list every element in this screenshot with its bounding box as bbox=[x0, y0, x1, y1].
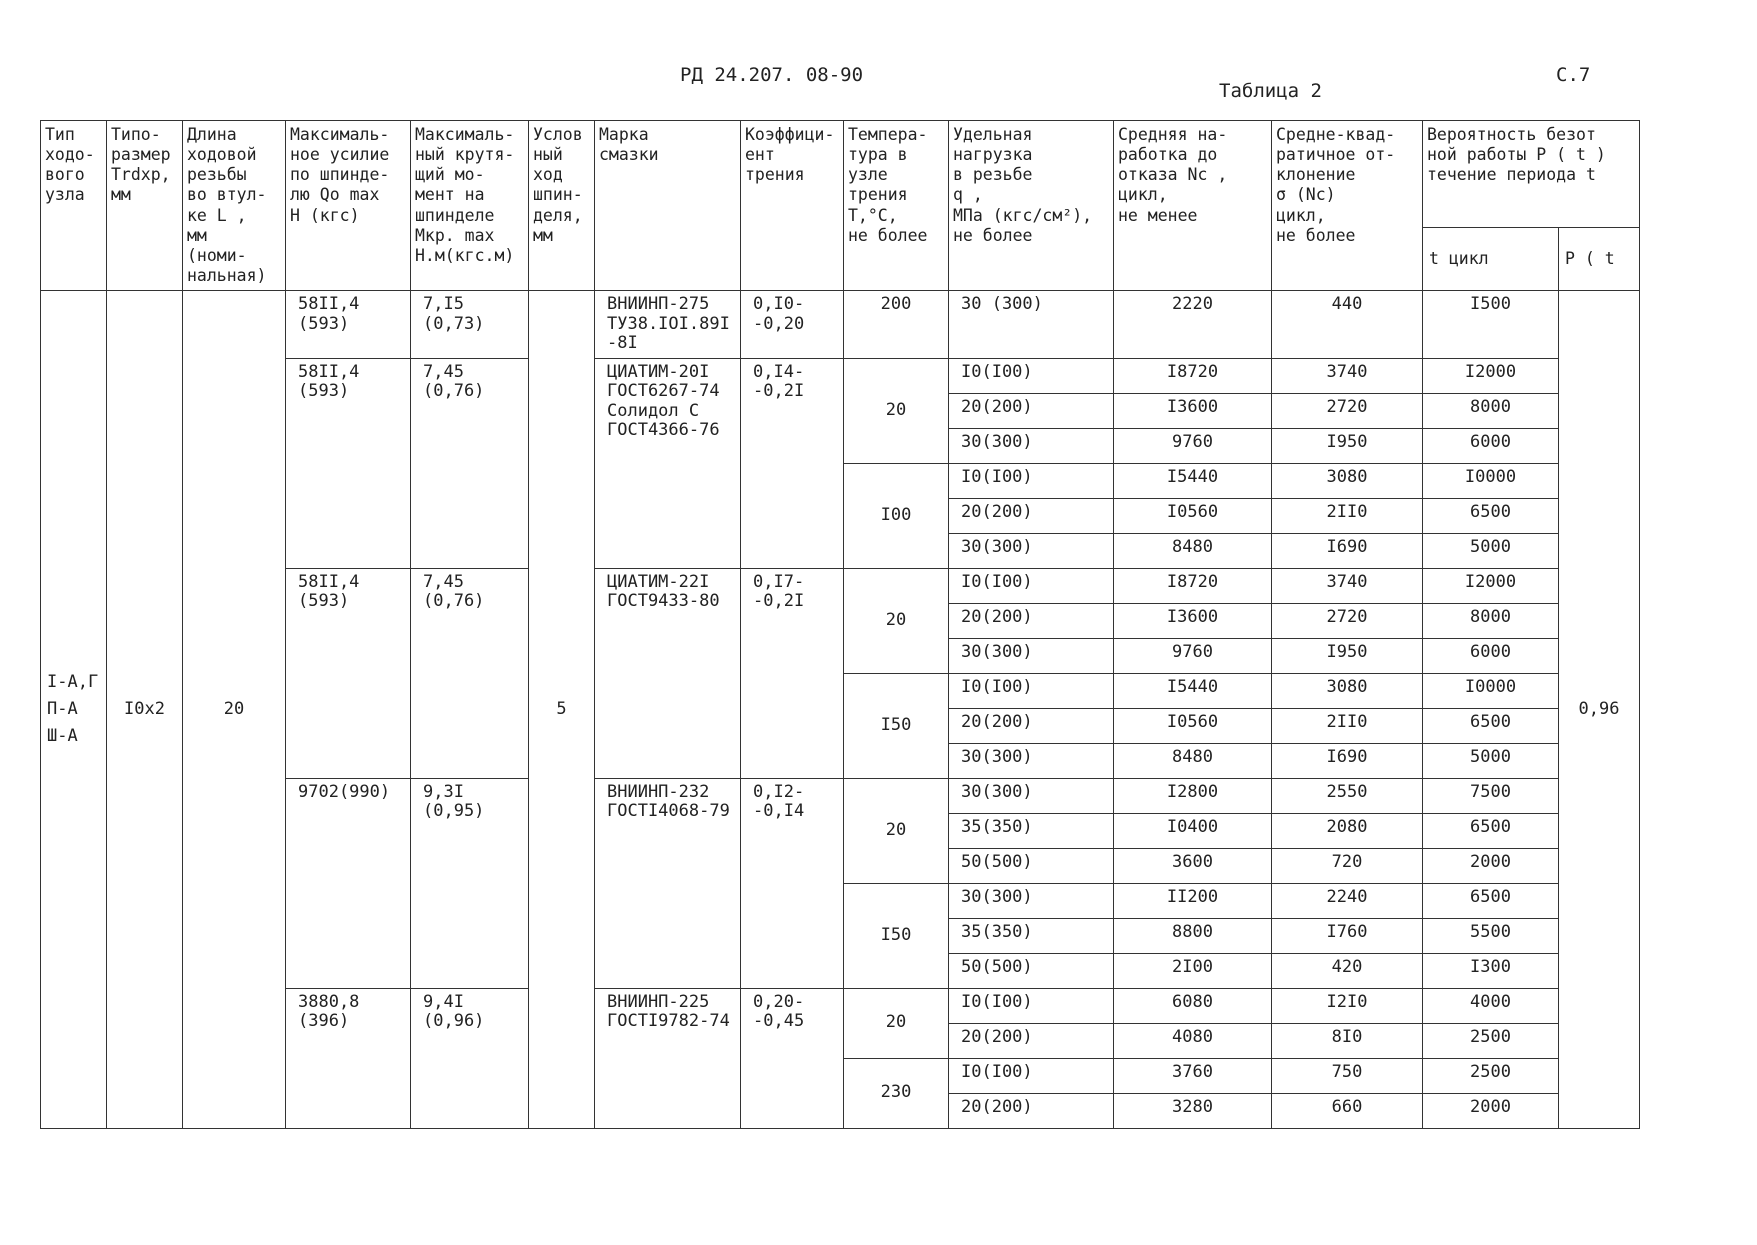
std-deviation-cell: I690 bbox=[1272, 743, 1423, 778]
specific-load-cell: 30(300) bbox=[949, 883, 1114, 918]
col-probability: Вероятность безот ной работы P ( t ) течение периода t bbox=[1423, 121, 1640, 228]
specific-load-cell: 30(300) bbox=[949, 428, 1114, 463]
friction-cell: 0,I0- -0,20 bbox=[741, 291, 844, 359]
temperature-cell: I50 bbox=[844, 883, 949, 988]
t-cycles-cell: 6500 bbox=[1423, 883, 1559, 918]
table-header bbox=[41, 121, 1640, 291]
mean-cycles-cell: 9760 bbox=[1114, 638, 1272, 673]
specific-load-cell: 20(200) bbox=[949, 1093, 1114, 1128]
t-cycles-cell: 6000 bbox=[1423, 428, 1559, 463]
std-deviation-cell: 2720 bbox=[1272, 393, 1423, 428]
stroke-cell: 5 bbox=[529, 291, 595, 1129]
t-cycles-cell: 7500 bbox=[1423, 778, 1559, 813]
std-deviation-cell: 2720 bbox=[1272, 603, 1423, 638]
std-deviation-cell: 3740 bbox=[1272, 568, 1423, 603]
mean-cycles-cell: II200 bbox=[1114, 883, 1272, 918]
t-cycles-cell: 6500 bbox=[1423, 708, 1559, 743]
col-unit-type: Тип ходо- вого узла bbox=[41, 121, 107, 291]
std-deviation-cell: 3080 bbox=[1272, 463, 1423, 498]
temperature-cell: 20 bbox=[844, 568, 949, 673]
t-cycles-cell: 2500 bbox=[1423, 1023, 1559, 1058]
t-cycles-cell: 8000 bbox=[1423, 603, 1559, 638]
lubricant-cell: ЦИАТИМ-20I ГОСТ6267-74 Солидол С ГОСТ4366-76 bbox=[595, 358, 741, 568]
t-cycles-cell: 4000 bbox=[1423, 988, 1559, 1023]
specific-load-cell: 30(300) bbox=[949, 533, 1114, 568]
specific-load-cell: I0(I00) bbox=[949, 988, 1114, 1023]
temperature-cell: 20 bbox=[844, 778, 949, 883]
specific-load-cell: 20(200) bbox=[949, 603, 1114, 638]
specific-load-cell: 30 (300) bbox=[949, 291, 1114, 359]
temperature-cell: I00 bbox=[844, 463, 949, 568]
std-deviation-cell: 2080 bbox=[1272, 813, 1423, 848]
friction-cell: 0,I7- -0,2I bbox=[741, 568, 844, 778]
table-body bbox=[41, 291, 1640, 1129]
mean-cycles-cell: I8720 bbox=[1114, 568, 1272, 603]
specific-load-cell: I0(I00) bbox=[949, 358, 1114, 393]
mean-cycles-cell: 8480 bbox=[1114, 533, 1272, 568]
mean-cycles-cell: 6080 bbox=[1114, 988, 1272, 1023]
max-torque-cell: 9,3I (0,95) bbox=[411, 778, 529, 988]
std-deviation-cell: I760 bbox=[1272, 918, 1423, 953]
col-std-deviation: Средне-квад- ратичное от- клонение σ (Nc) цикл, не более bbox=[1272, 121, 1423, 291]
document-code: РД 24.207. 08-90 bbox=[680, 64, 864, 86]
max-force-cell: 9702(990) bbox=[286, 778, 411, 988]
col-size: Типо- размер Trdxp, мм bbox=[107, 121, 183, 291]
mean-cycles-cell: I5440 bbox=[1114, 673, 1272, 708]
temperature-cell: 20 bbox=[844, 988, 949, 1058]
mean-cycles-cell: 3280 bbox=[1114, 1093, 1272, 1128]
temperature-cell: 20 bbox=[844, 358, 949, 463]
std-deviation-cell: I2I0 bbox=[1272, 988, 1423, 1023]
t-cycles-cell: 6000 bbox=[1423, 638, 1559, 673]
std-deviation-cell: 420 bbox=[1272, 953, 1423, 988]
std-deviation-cell: 2II0 bbox=[1272, 708, 1423, 743]
lubricant-cell: ВНИИНП-275 ТУ38.IOI.89I -8I bbox=[595, 291, 741, 359]
max-force-cell: 58II,4 (593) bbox=[286, 568, 411, 778]
t-cycles-cell: 5500 bbox=[1423, 918, 1559, 953]
specific-load-cell: 20(200) bbox=[949, 393, 1114, 428]
mean-cycles-cell: I5440 bbox=[1114, 463, 1272, 498]
spec-table bbox=[40, 120, 1640, 1129]
std-deviation-cell: 660 bbox=[1272, 1093, 1423, 1128]
mean-cycles-cell: I8720 bbox=[1114, 358, 1272, 393]
col-stroke: Услов ный ход шпин- деля, мм bbox=[529, 121, 595, 291]
col-max-torque: Максималь- ный крутя- щий мо- мент на шпинделе Мкр. max Н.м(кгс.м) bbox=[411, 121, 529, 291]
t-cycles-cell: I2000 bbox=[1423, 358, 1559, 393]
max-torque-cell: 7,45 (0,76) bbox=[411, 358, 529, 568]
t-cycles-cell: 6500 bbox=[1423, 813, 1559, 848]
mean-cycles-cell: I2800 bbox=[1114, 778, 1272, 813]
std-deviation-cell: 750 bbox=[1272, 1058, 1423, 1093]
probability-cell: 0,96 bbox=[1559, 291, 1640, 1129]
t-cycles-cell: 6500 bbox=[1423, 498, 1559, 533]
page-number: С.7 bbox=[1556, 64, 1591, 86]
specific-load-cell: 20(200) bbox=[949, 498, 1114, 533]
t-cycles-cell: I0000 bbox=[1423, 673, 1559, 708]
t-cycles-cell: I300 bbox=[1423, 953, 1559, 988]
max-torque-cell: 7,45 (0,76) bbox=[411, 568, 529, 778]
specific-load-cell: 35(350) bbox=[949, 813, 1114, 848]
col-lubricant: Марка смазки bbox=[595, 121, 741, 291]
specific-load-cell: 35(350) bbox=[949, 918, 1114, 953]
t-cycles-cell: 2000 bbox=[1423, 1093, 1559, 1128]
col-temperature: Темпера- тура в узле трения T,°C, не более bbox=[844, 121, 949, 291]
std-deviation-cell: I690 bbox=[1272, 533, 1423, 568]
max-force-cell: 3880,8 (396) bbox=[286, 988, 411, 1128]
col-max-force: Максималь- ное усилие по шпинде- лю Qo max Н (кгс) bbox=[286, 121, 411, 291]
mean-cycles-cell: I3600 bbox=[1114, 603, 1272, 638]
std-deviation-cell: 2240 bbox=[1272, 883, 1423, 918]
specific-load-cell: I0(I00) bbox=[949, 673, 1114, 708]
col-thread-length: Длина ходовой резьбы во втул- ке L , мм (номи- нальная) bbox=[183, 121, 286, 291]
specific-load-cell: 50(500) bbox=[949, 848, 1114, 883]
mean-cycles-cell: I0560 bbox=[1114, 708, 1272, 743]
t-cycles-cell: I0000 bbox=[1423, 463, 1559, 498]
t-cycles-cell: I500 bbox=[1423, 291, 1559, 359]
col-friction: Коэффици- ент трения bbox=[741, 121, 844, 291]
std-deviation-cell: I950 bbox=[1272, 638, 1423, 673]
friction-cell: 0,I4- -0,2I bbox=[741, 358, 844, 568]
t-cycles-cell: 2500 bbox=[1423, 1058, 1559, 1093]
table-title: Таблица 2 bbox=[1219, 80, 1322, 102]
specific-load-cell: 20(200) bbox=[949, 708, 1114, 743]
friction-cell: 0,20- -0,45 bbox=[741, 988, 844, 1128]
t-cycles-cell: 5000 bbox=[1423, 533, 1559, 568]
mean-cycles-cell: 3600 bbox=[1114, 848, 1272, 883]
subcol-p: P ( t bbox=[1559, 227, 1640, 290]
std-deviation-cell: 440 bbox=[1272, 291, 1423, 359]
max-torque-cell: 7,I5 (0,73) bbox=[411, 291, 529, 359]
std-deviation-cell: 2550 bbox=[1272, 778, 1423, 813]
std-deviation-cell: 2II0 bbox=[1272, 498, 1423, 533]
std-deviation-cell: 3080 bbox=[1272, 673, 1423, 708]
col-specific-load: Удельная нагрузка в резьбе q , МПа (кгс/см²), не более bbox=[949, 121, 1114, 291]
mean-cycles-cell: I3600 bbox=[1114, 393, 1272, 428]
col-mean-cycles: Средняя на- работка до отказа Nc , цикл, не менее bbox=[1114, 121, 1272, 291]
mean-cycles-cell: 8800 bbox=[1114, 918, 1272, 953]
std-deviation-cell: 3740 bbox=[1272, 358, 1423, 393]
max-force-cell: 58II,4 (593) bbox=[286, 291, 411, 359]
specific-load-cell: 20(200) bbox=[949, 1023, 1114, 1058]
header-row bbox=[41, 121, 1640, 228]
friction-cell: 0,I2- -0,I4 bbox=[741, 778, 844, 988]
mean-cycles-cell: I0560 bbox=[1114, 498, 1272, 533]
std-deviation-cell: 720 bbox=[1272, 848, 1423, 883]
specific-load-cell: I0(I00) bbox=[949, 463, 1114, 498]
mean-cycles-cell: 2220 bbox=[1114, 291, 1272, 359]
mean-cycles-cell: I0400 bbox=[1114, 813, 1272, 848]
table-row bbox=[41, 291, 1640, 359]
specific-load-cell: 30(300) bbox=[949, 638, 1114, 673]
specific-load-cell: 30(300) bbox=[949, 743, 1114, 778]
mean-cycles-cell: 9760 bbox=[1114, 428, 1272, 463]
lubricant-cell: ВНИИНП-232 ГОСТI4068-79 bbox=[595, 778, 741, 988]
size-cell: I0x2 bbox=[107, 291, 183, 1129]
max-force-cell: 58II,4 (593) bbox=[286, 358, 411, 568]
specific-load-cell: I0(I00) bbox=[949, 568, 1114, 603]
specific-load-cell: I0(I00) bbox=[949, 1058, 1114, 1093]
lubricant-cell: ВНИИНП-225 ГОСТI9782-74 bbox=[595, 988, 741, 1128]
std-deviation-cell: 8I0 bbox=[1272, 1023, 1423, 1058]
unit-type-cell: I-А,Г П-А Ш-А bbox=[41, 291, 107, 1129]
t-cycles-cell: I2000 bbox=[1423, 568, 1559, 603]
max-torque-cell: 9,4I (0,96) bbox=[411, 988, 529, 1128]
t-cycles-cell: 5000 bbox=[1423, 743, 1559, 778]
std-deviation-cell: I950 bbox=[1272, 428, 1423, 463]
mean-cycles-cell: 2I00 bbox=[1114, 953, 1272, 988]
temperature-cell: I50 bbox=[844, 673, 949, 778]
t-cycles-cell: 8000 bbox=[1423, 393, 1559, 428]
lubricant-cell: ЦИАТИМ-22I ГОСТ9433-80 bbox=[595, 568, 741, 778]
t-cycles-cell: 2000 bbox=[1423, 848, 1559, 883]
specific-load-cell: 30(300) bbox=[949, 778, 1114, 813]
mean-cycles-cell: 3760 bbox=[1114, 1058, 1272, 1093]
temperature-cell: 200 bbox=[844, 291, 949, 359]
subcol-t-cycles: t цикл bbox=[1423, 227, 1559, 290]
mean-cycles-cell: 8480 bbox=[1114, 743, 1272, 778]
thread-length-cell: 20 bbox=[183, 291, 286, 1129]
mean-cycles-cell: 4080 bbox=[1114, 1023, 1272, 1058]
temperature-cell: 230 bbox=[844, 1058, 949, 1128]
specific-load-cell: 50(500) bbox=[949, 953, 1114, 988]
